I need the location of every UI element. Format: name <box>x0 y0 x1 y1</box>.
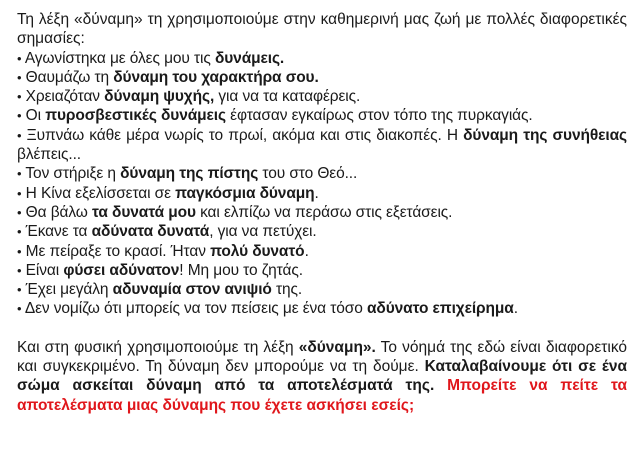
list-item: • Θα βάλω τα δυνατά μου και ελπίζω να περάσω στις εξετάσεις. <box>17 203 453 221</box>
list-item: • Δεν νομίζω ότι μπορείς να τον πείσεις με ένα τόσο αδύνατο επιχείρημα. <box>17 300 518 318</box>
bullet-icon: • <box>17 69 22 85</box>
bullet-icon: • <box>17 282 22 298</box>
bullet-icon: • <box>17 50 22 66</box>
list-item: • Θαυμάζω τη δύναμη του χαρακτήρα σου. <box>17 68 319 86</box>
bullet-icon: • <box>17 243 22 259</box>
bullet-icon: • <box>17 262 22 278</box>
bullet-icon: • <box>17 224 22 240</box>
list-item: • Αγωνίστηκα με όλες μου τις δυνάμεις. <box>17 49 285 67</box>
usage-examples-list <box>17 49 627 319</box>
physics-paragraph: Και στη φυσική χρησιμοποιούμε τη λέξη «δύναμη». Το νόημά της εδώ είναι διαφορετικό και συγκεκριμένο. Τη δύναμη δεν μπορούμε να τη δούμε. Καταλαβαίνουμε ότι σε ένα σώμα ασκείται δύναμη από τα αποτελέσματά της. Μπορείτε να πείτε τα αποτελέσματα μιας δύναμης που έχετε ασκήσει εσείς; <box>17 338 628 414</box>
intro-paragraph: Τη λέξη «δύναμη» τη χρησιμοποιούμε στην καθημερινή μας ζωή με πολλές διαφορετικές σημασίες: <box>17 11 627 48</box>
bullet-icon: • <box>17 108 22 124</box>
list-item: • Τον στήριξε η δύναμη της πίστης του στο Θεό... <box>17 165 358 183</box>
question-highlight: Μπορείτε να πείτε τα αποτελέσματα μιας δύναμης που έχετε ασκήσει εσείς; <box>17 377 627 414</box>
list-item: • Ξυπνάω κάθε μέρα νωρίς το πρωί, ακόμα και στις διακοπές. Η δύναμη της συνήθειας βλέπεις... <box>17 126 627 164</box>
list-item: • Οι πυροσβεστικές δυνάμεις έφτασαν εγκαίρως στον τόπο της πυρκαγιάς. <box>17 107 533 125</box>
bullet-icon: • <box>17 301 22 317</box>
list-item: • Με πείραξε το κρασί. Ήταν πολύ δυνατό. <box>17 242 309 260</box>
list-item: • Έχει μεγάλη αδυναμία στον ανιψιό της. <box>17 281 303 299</box>
bullet-icon: • <box>17 89 22 105</box>
bullet-icon: • <box>17 204 22 220</box>
bullet-icon: • <box>17 166 22 182</box>
list-item: • Η Κίνα εξελίσσεται σε παγκόσμια δύναμη. <box>17 184 319 202</box>
list-item: • Έκανε τα αδύνατα δυνατά, για να πετύχει. <box>17 223 317 241</box>
bullet-icon: • <box>17 185 22 201</box>
list-item: • Είναι φύσει αδύνατον! Μη μου το ζητάς. <box>17 261 303 279</box>
bullet-icon: • <box>17 127 22 143</box>
list-item: • Χρειαζόταν δύναμη ψυχής, για να τα καταφέρεις. <box>17 88 361 106</box>
